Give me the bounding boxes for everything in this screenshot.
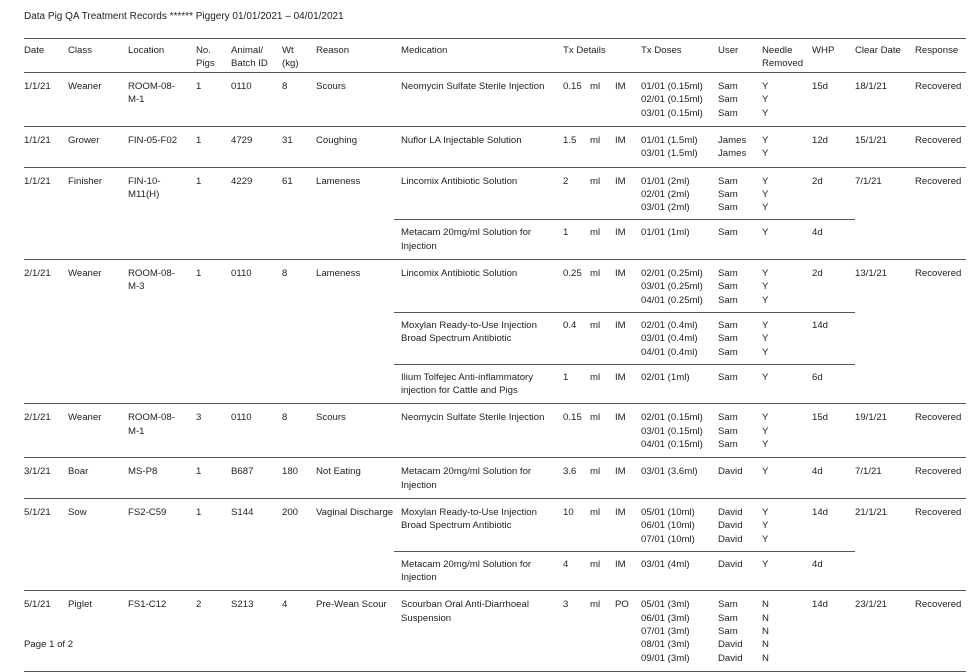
cell-user: Sam xyxy=(718,626,738,637)
cell-medication: Lincomix Antibiotic Solution xyxy=(401,268,518,279)
cell-location: FS2-C59 xyxy=(128,506,167,518)
header-animal-batch-id: Batch ID xyxy=(231,58,268,70)
cell-user: David xyxy=(718,520,743,532)
cell-amount: 3.6 xyxy=(563,466,577,478)
cell-user: Sam xyxy=(718,202,738,214)
cell-user: David xyxy=(718,558,743,570)
cell-needle-removed: Y xyxy=(762,425,769,437)
cell-route: IM xyxy=(615,371,626,383)
cell-date: 5/1/21 xyxy=(24,506,51,518)
cell-user: Sam xyxy=(718,188,738,200)
cell-date: 3/1/21 xyxy=(24,466,51,478)
cell-unit: ml xyxy=(590,599,601,611)
cell-whp: 15d xyxy=(812,412,829,424)
cell-reason: Lameness xyxy=(316,268,361,279)
cell-no-pigs: 1 xyxy=(196,175,202,187)
cell-user: Sam xyxy=(718,107,738,119)
cell-route: IM xyxy=(615,412,626,424)
cell-whp: 15d xyxy=(812,81,829,92)
cell-route: PO xyxy=(615,599,629,611)
cell-medication: Injection xyxy=(401,572,437,584)
cell-location: ROOM-08- xyxy=(128,268,175,279)
cell-reason: Scours xyxy=(316,81,346,92)
cell-route: IM xyxy=(615,134,626,146)
cell-needle-removed: Y xyxy=(762,506,769,518)
cell-location: MS-P8 xyxy=(128,466,158,478)
cell-needle-removed: Y xyxy=(762,558,769,570)
cell-location: ROOM-08- xyxy=(128,81,175,92)
record-separator xyxy=(24,457,966,458)
cell-medication: Ilium Tolfejec Anti-inflammatory xyxy=(401,371,534,383)
cell-user: David xyxy=(718,506,743,518)
cell-dose: 01/01 (2ml) xyxy=(641,175,690,187)
header-tx-details: Tx Details xyxy=(563,45,606,56)
cell-location: M-1 xyxy=(128,94,145,106)
cell-date: 1/1/21 xyxy=(24,81,51,92)
cell-no-pigs: 1 xyxy=(196,134,202,146)
cell-clear-date: 7/1/21 xyxy=(855,466,882,478)
header-weight: Wt xyxy=(282,45,294,56)
cell-needle-removed: Y xyxy=(762,148,769,160)
cell-unit: ml xyxy=(590,268,601,279)
header-date: Date xyxy=(24,45,45,56)
cell-route: IM xyxy=(615,268,626,279)
cell-user: David xyxy=(718,639,743,651)
cell-reason: Not Eating xyxy=(316,466,361,478)
cell-whp: 2d xyxy=(812,175,823,187)
cell-medication: Injection xyxy=(401,240,437,252)
cell-user: David xyxy=(718,466,743,478)
cell-dose: 08/01 (3ml) xyxy=(641,639,690,651)
cell-reason: Scours xyxy=(316,412,346,424)
cell-location: FIN-05-F02 xyxy=(128,134,178,146)
cell-amount: 10 xyxy=(563,506,574,518)
cell-clear-date: 18/1/21 xyxy=(855,81,888,92)
cell-weight: 180 xyxy=(282,466,299,478)
cell-dose: 03/01 (3.6ml) xyxy=(641,466,698,478)
cell-location: FS1-C12 xyxy=(128,599,167,611)
cell-needle-removed: N xyxy=(762,612,769,624)
cell-location: ROOM-08- xyxy=(128,412,175,424)
cell-whp: 14d xyxy=(812,506,829,518)
cell-dose: 03/01 (1.5ml) xyxy=(641,148,698,160)
header-no-pigs: Pigs xyxy=(196,58,215,70)
cell-needle-removed: Y xyxy=(762,371,769,383)
cell-class: Boar xyxy=(68,466,89,478)
cell-response: Recovered xyxy=(915,81,962,92)
cell-unit: ml xyxy=(590,371,601,383)
cell-needle-removed: Y xyxy=(762,81,769,92)
cell-whp: 4d xyxy=(812,558,823,570)
cell-user: Sam xyxy=(718,94,738,106)
cell-medication: Nuflor LA Injectable Solution xyxy=(401,134,522,146)
header-location: Location xyxy=(128,45,165,56)
cell-location: M-3 xyxy=(128,281,145,293)
header-medication: Medication xyxy=(401,45,448,56)
record-separator xyxy=(24,590,966,591)
cell-needle-removed: Y xyxy=(762,281,769,293)
cell-needle-removed: Y xyxy=(762,134,769,146)
cell-whp: 4d xyxy=(812,466,823,478)
header-needle-removed: Removed xyxy=(762,58,804,70)
cell-amount: 1 xyxy=(563,227,569,239)
cell-needle-removed: Y xyxy=(762,107,769,119)
cell-dose: 04/01 (0.4ml) xyxy=(641,346,698,358)
cell-needle-removed: Y xyxy=(762,333,769,345)
cell-amount: 4 xyxy=(563,558,569,570)
header-reason: Reason xyxy=(316,45,350,56)
cell-response: Recovered xyxy=(915,506,962,518)
cell-user: Sam xyxy=(718,175,738,187)
cell-dose: 04/01 (0.25ml) xyxy=(641,294,703,306)
cell-animal-id: 4729 xyxy=(231,134,253,146)
cell-user: Sam xyxy=(718,81,738,92)
cell-animal-id: 0110 xyxy=(231,268,252,279)
cell-needle-removed: Y xyxy=(762,227,769,239)
cell-amount: 0.4 xyxy=(563,319,577,331)
cell-user: Sam xyxy=(718,425,738,437)
cell-whp: 6d xyxy=(812,371,823,383)
medication-separator xyxy=(394,312,855,313)
cell-no-pigs: 1 xyxy=(196,506,202,518)
cell-user: Sam xyxy=(718,371,738,383)
cell-user: Sam xyxy=(718,281,738,293)
cell-clear-date: 13/1/21 xyxy=(855,268,888,279)
cell-user: Sam xyxy=(718,319,738,331)
cell-dose: 06/01 (10ml) xyxy=(641,520,695,532)
cell-unit: ml xyxy=(590,134,601,146)
cell-dose: 03/01 (2ml) xyxy=(641,202,690,214)
cell-dose: 05/01 (10ml) xyxy=(641,506,695,518)
cell-dose: 06/01 (3ml) xyxy=(641,612,690,624)
cell-dose: 07/01 (10ml) xyxy=(641,533,695,545)
cell-animal-id: S144 xyxy=(231,506,254,518)
cell-user: David xyxy=(718,652,743,664)
cell-user: Sam xyxy=(718,333,738,345)
cell-medication: Metacam 20mg/ml Solution for xyxy=(401,227,532,239)
cell-response: Recovered xyxy=(915,175,962,187)
cell-dose: 07/01 (3ml) xyxy=(641,626,690,637)
cell-amount: 0.15 xyxy=(563,412,582,424)
cell-dose: 01/01 (1.5ml) xyxy=(641,134,698,146)
cell-dose: 02/01 (0.15ml) xyxy=(641,94,703,106)
cell-whp: 14d xyxy=(812,599,829,611)
cell-dose: 03/01 (4ml) xyxy=(641,558,690,570)
cell-dose: 03/01 (0.25ml) xyxy=(641,281,703,293)
cell-medication: Lincomix Antibiotic Solution xyxy=(401,175,518,187)
cell-clear-date: 23/1/21 xyxy=(855,599,888,611)
cell-dose: 01/01 (1ml) xyxy=(641,227,690,239)
cell-needle-removed: N xyxy=(762,652,769,664)
cell-dose: 04/01 (0.15ml) xyxy=(641,439,703,450)
cell-medication: Injection xyxy=(401,479,437,491)
cell-dose: 02/01 (0.4ml) xyxy=(641,319,698,331)
header-needle-removed: Needle xyxy=(762,45,793,56)
cell-medication: Moxylan Ready-to-Use Injection xyxy=(401,506,537,518)
cell-reason: Vaginal Discharge xyxy=(316,506,394,518)
cell-dose: 02/01 (0.15ml) xyxy=(641,412,703,424)
cell-needle-removed: Y xyxy=(762,412,769,424)
cell-unit: ml xyxy=(590,227,601,239)
cell-animal-id: 0110 xyxy=(231,81,252,92)
document-title: Data Pig QA Treatment Records ****** Piggery 01/01/2021 – 04/01/2021 xyxy=(24,11,344,22)
cell-user: Sam xyxy=(718,346,738,358)
cell-needle-removed: Y xyxy=(762,466,769,478)
cell-needle-removed: Y xyxy=(762,520,769,532)
cell-needle-removed: Y xyxy=(762,533,769,545)
cell-weight: 200 xyxy=(282,506,299,518)
table-top-rule xyxy=(24,38,966,39)
cell-user: Sam xyxy=(718,294,738,306)
cell-route: IM xyxy=(615,558,626,570)
cell-weight: 31 xyxy=(282,134,293,146)
cell-clear-date: 7/1/21 xyxy=(855,175,882,187)
cell-user: James xyxy=(718,134,747,146)
cell-user: Sam xyxy=(718,227,738,239)
medication-separator xyxy=(394,364,855,365)
cell-medication: Metacam 20mg/ml Solution for xyxy=(401,558,532,570)
cell-response: Recovered xyxy=(915,599,962,611)
cell-amount: 1.5 xyxy=(563,134,577,146)
cell-needle-removed: Y xyxy=(762,319,769,331)
cell-clear-date: 19/1/21 xyxy=(855,412,888,424)
cell-route: IM xyxy=(615,227,626,239)
cell-route: IM xyxy=(615,175,626,187)
cell-dose: 09/01 (3ml) xyxy=(641,652,690,664)
cell-dose: 02/01 (1ml) xyxy=(641,371,690,383)
header-weight: (kg) xyxy=(282,58,299,70)
cell-no-pigs: 2 xyxy=(196,599,202,611)
cell-weight: 8 xyxy=(282,268,288,279)
cell-clear-date: 21/1/21 xyxy=(855,506,888,518)
cell-reason: Coughing xyxy=(316,134,358,146)
cell-whp: 14d xyxy=(812,319,829,331)
cell-amount: 0.25 xyxy=(563,268,582,279)
record-separator xyxy=(24,498,966,499)
cell-dose: 03/01 (0.4ml) xyxy=(641,333,698,345)
cell-weight: 61 xyxy=(282,175,293,187)
cell-response: Recovered xyxy=(915,412,962,424)
cell-amount: 3 xyxy=(563,599,569,611)
header-tx-doses: Tx Doses xyxy=(641,45,682,56)
cell-needle-removed: Y xyxy=(762,94,769,106)
cell-unit: ml xyxy=(590,412,601,424)
header-animal-batch-id: Animal/ xyxy=(231,45,263,56)
cell-reason: Pre-Wean Scour xyxy=(316,599,387,611)
cell-response: Recovered xyxy=(915,268,962,279)
cell-unit: ml xyxy=(590,558,601,570)
cell-needle-removed: Y xyxy=(762,175,769,187)
header-bottom-rule xyxy=(24,72,966,73)
cell-dose: 03/01 (0.15ml) xyxy=(641,425,703,437)
cell-unit: ml xyxy=(590,466,601,478)
cell-user: Sam xyxy=(718,599,738,611)
cell-whp: 12d xyxy=(812,134,829,146)
cell-route: IM xyxy=(615,81,626,92)
cell-medication: Broad Spectrum Antibiotic xyxy=(401,520,512,532)
cell-medication: injection for Cattle and Pigs xyxy=(401,385,518,397)
header-no-pigs: No. xyxy=(196,45,211,56)
cell-class: Grower xyxy=(68,134,100,146)
record-separator xyxy=(24,403,966,404)
cell-needle-removed: Y xyxy=(762,346,769,358)
header-user: User xyxy=(718,45,739,56)
medication-separator xyxy=(394,219,855,220)
cell-route: IM xyxy=(615,466,626,478)
page-number: Page 1 of 2 xyxy=(24,639,74,650)
cell-class: Piglet xyxy=(68,599,92,611)
cell-user: Sam xyxy=(718,612,738,624)
cell-amount: 2 xyxy=(563,175,569,187)
cell-amount: 1 xyxy=(563,371,569,383)
cell-amount: 0.15 xyxy=(563,81,582,92)
cell-no-pigs: 1 xyxy=(196,466,202,478)
cell-medication: Suspension xyxy=(401,612,452,624)
cell-date: 1/1/21 xyxy=(24,175,51,187)
cell-reason: Lameness xyxy=(316,175,361,187)
cell-needle-removed: N xyxy=(762,599,769,611)
cell-user: David xyxy=(718,533,743,545)
cell-unit: ml xyxy=(590,319,601,331)
header-class: Class xyxy=(68,45,92,56)
cell-whp: 4d xyxy=(812,227,823,239)
cell-animal-id: B687 xyxy=(231,466,254,478)
cell-response: Recovered xyxy=(915,134,962,146)
cell-dose: 02/01 (2ml) xyxy=(641,188,690,200)
cell-medication: Neomycin Sulfate Sterile Injection xyxy=(401,81,545,92)
medication-separator xyxy=(394,551,855,552)
cell-needle-removed: N xyxy=(762,639,769,651)
header-clear-date: Clear Date xyxy=(855,45,901,56)
cell-location: M11(H) xyxy=(128,188,160,200)
cell-user: Sam xyxy=(718,412,738,424)
cell-no-pigs: 3 xyxy=(196,412,202,424)
cell-unit: ml xyxy=(590,81,601,92)
cell-date: 2/1/21 xyxy=(24,268,51,279)
cell-no-pigs: 1 xyxy=(196,268,202,279)
header-response: Response xyxy=(915,45,959,56)
cell-medication: Broad Spectrum Antibiotic xyxy=(401,333,512,345)
cell-class: Weaner xyxy=(68,412,102,424)
cell-unit: ml xyxy=(590,175,601,187)
cell-location: M-1 xyxy=(128,425,145,437)
cell-animal-id: S213 xyxy=(231,599,254,611)
cell-user: Sam xyxy=(718,439,738,450)
record-separator xyxy=(24,259,966,260)
cell-response: Recovered xyxy=(915,466,962,478)
cell-whp: 2d xyxy=(812,268,823,279)
cell-class: Sow xyxy=(68,506,87,518)
cell-no-pigs: 1 xyxy=(196,81,202,92)
cell-dose: 01/01 (0.15ml) xyxy=(641,81,703,92)
cell-clear-date: 15/1/21 xyxy=(855,134,888,146)
cell-animal-id: 4229 xyxy=(231,175,253,187)
cell-needle-removed: N xyxy=(762,626,769,637)
cell-medication: Metacam 20mg/ml Solution for xyxy=(401,466,532,478)
cell-class: Weaner xyxy=(68,268,102,279)
cell-dose: 05/01 (3ml) xyxy=(641,599,690,611)
cell-animal-id: 0110 xyxy=(231,412,252,424)
cell-route: IM xyxy=(615,506,626,518)
cell-medication: Neomycin Sulfate Sterile Injection xyxy=(401,412,545,424)
cell-medication: Scourban Oral Anti-Diarrhoeal xyxy=(401,599,529,611)
cell-date: 2/1/21 xyxy=(24,412,51,424)
cell-class: Weaner xyxy=(68,81,102,92)
cell-needle-removed: Y xyxy=(762,202,769,214)
cell-dose: 03/01 (0.15ml) xyxy=(641,107,703,119)
record-separator xyxy=(24,167,966,168)
cell-user: James xyxy=(718,148,747,160)
cell-weight: 8 xyxy=(282,412,288,424)
cell-needle-removed: Y xyxy=(762,439,769,450)
cell-weight: 4 xyxy=(282,599,288,611)
cell-needle-removed: Y xyxy=(762,188,769,200)
cell-needle-removed: Y xyxy=(762,268,769,279)
cell-weight: 8 xyxy=(282,81,288,92)
cell-route: IM xyxy=(615,319,626,331)
cell-date: 5/1/21 xyxy=(24,599,51,611)
header-whp: WHP xyxy=(812,45,835,56)
cell-needle-removed: Y xyxy=(762,294,769,306)
cell-class: Finisher xyxy=(68,175,103,187)
cell-unit: ml xyxy=(590,506,601,518)
cell-medication: Moxylan Ready-to-Use Injection xyxy=(401,319,537,331)
cell-date: 1/1/21 xyxy=(24,134,51,146)
cell-location: FIN-10- xyxy=(128,175,161,187)
record-separator xyxy=(24,126,966,127)
cell-user: Sam xyxy=(718,268,738,279)
cell-dose: 02/01 (0.25ml) xyxy=(641,268,703,279)
